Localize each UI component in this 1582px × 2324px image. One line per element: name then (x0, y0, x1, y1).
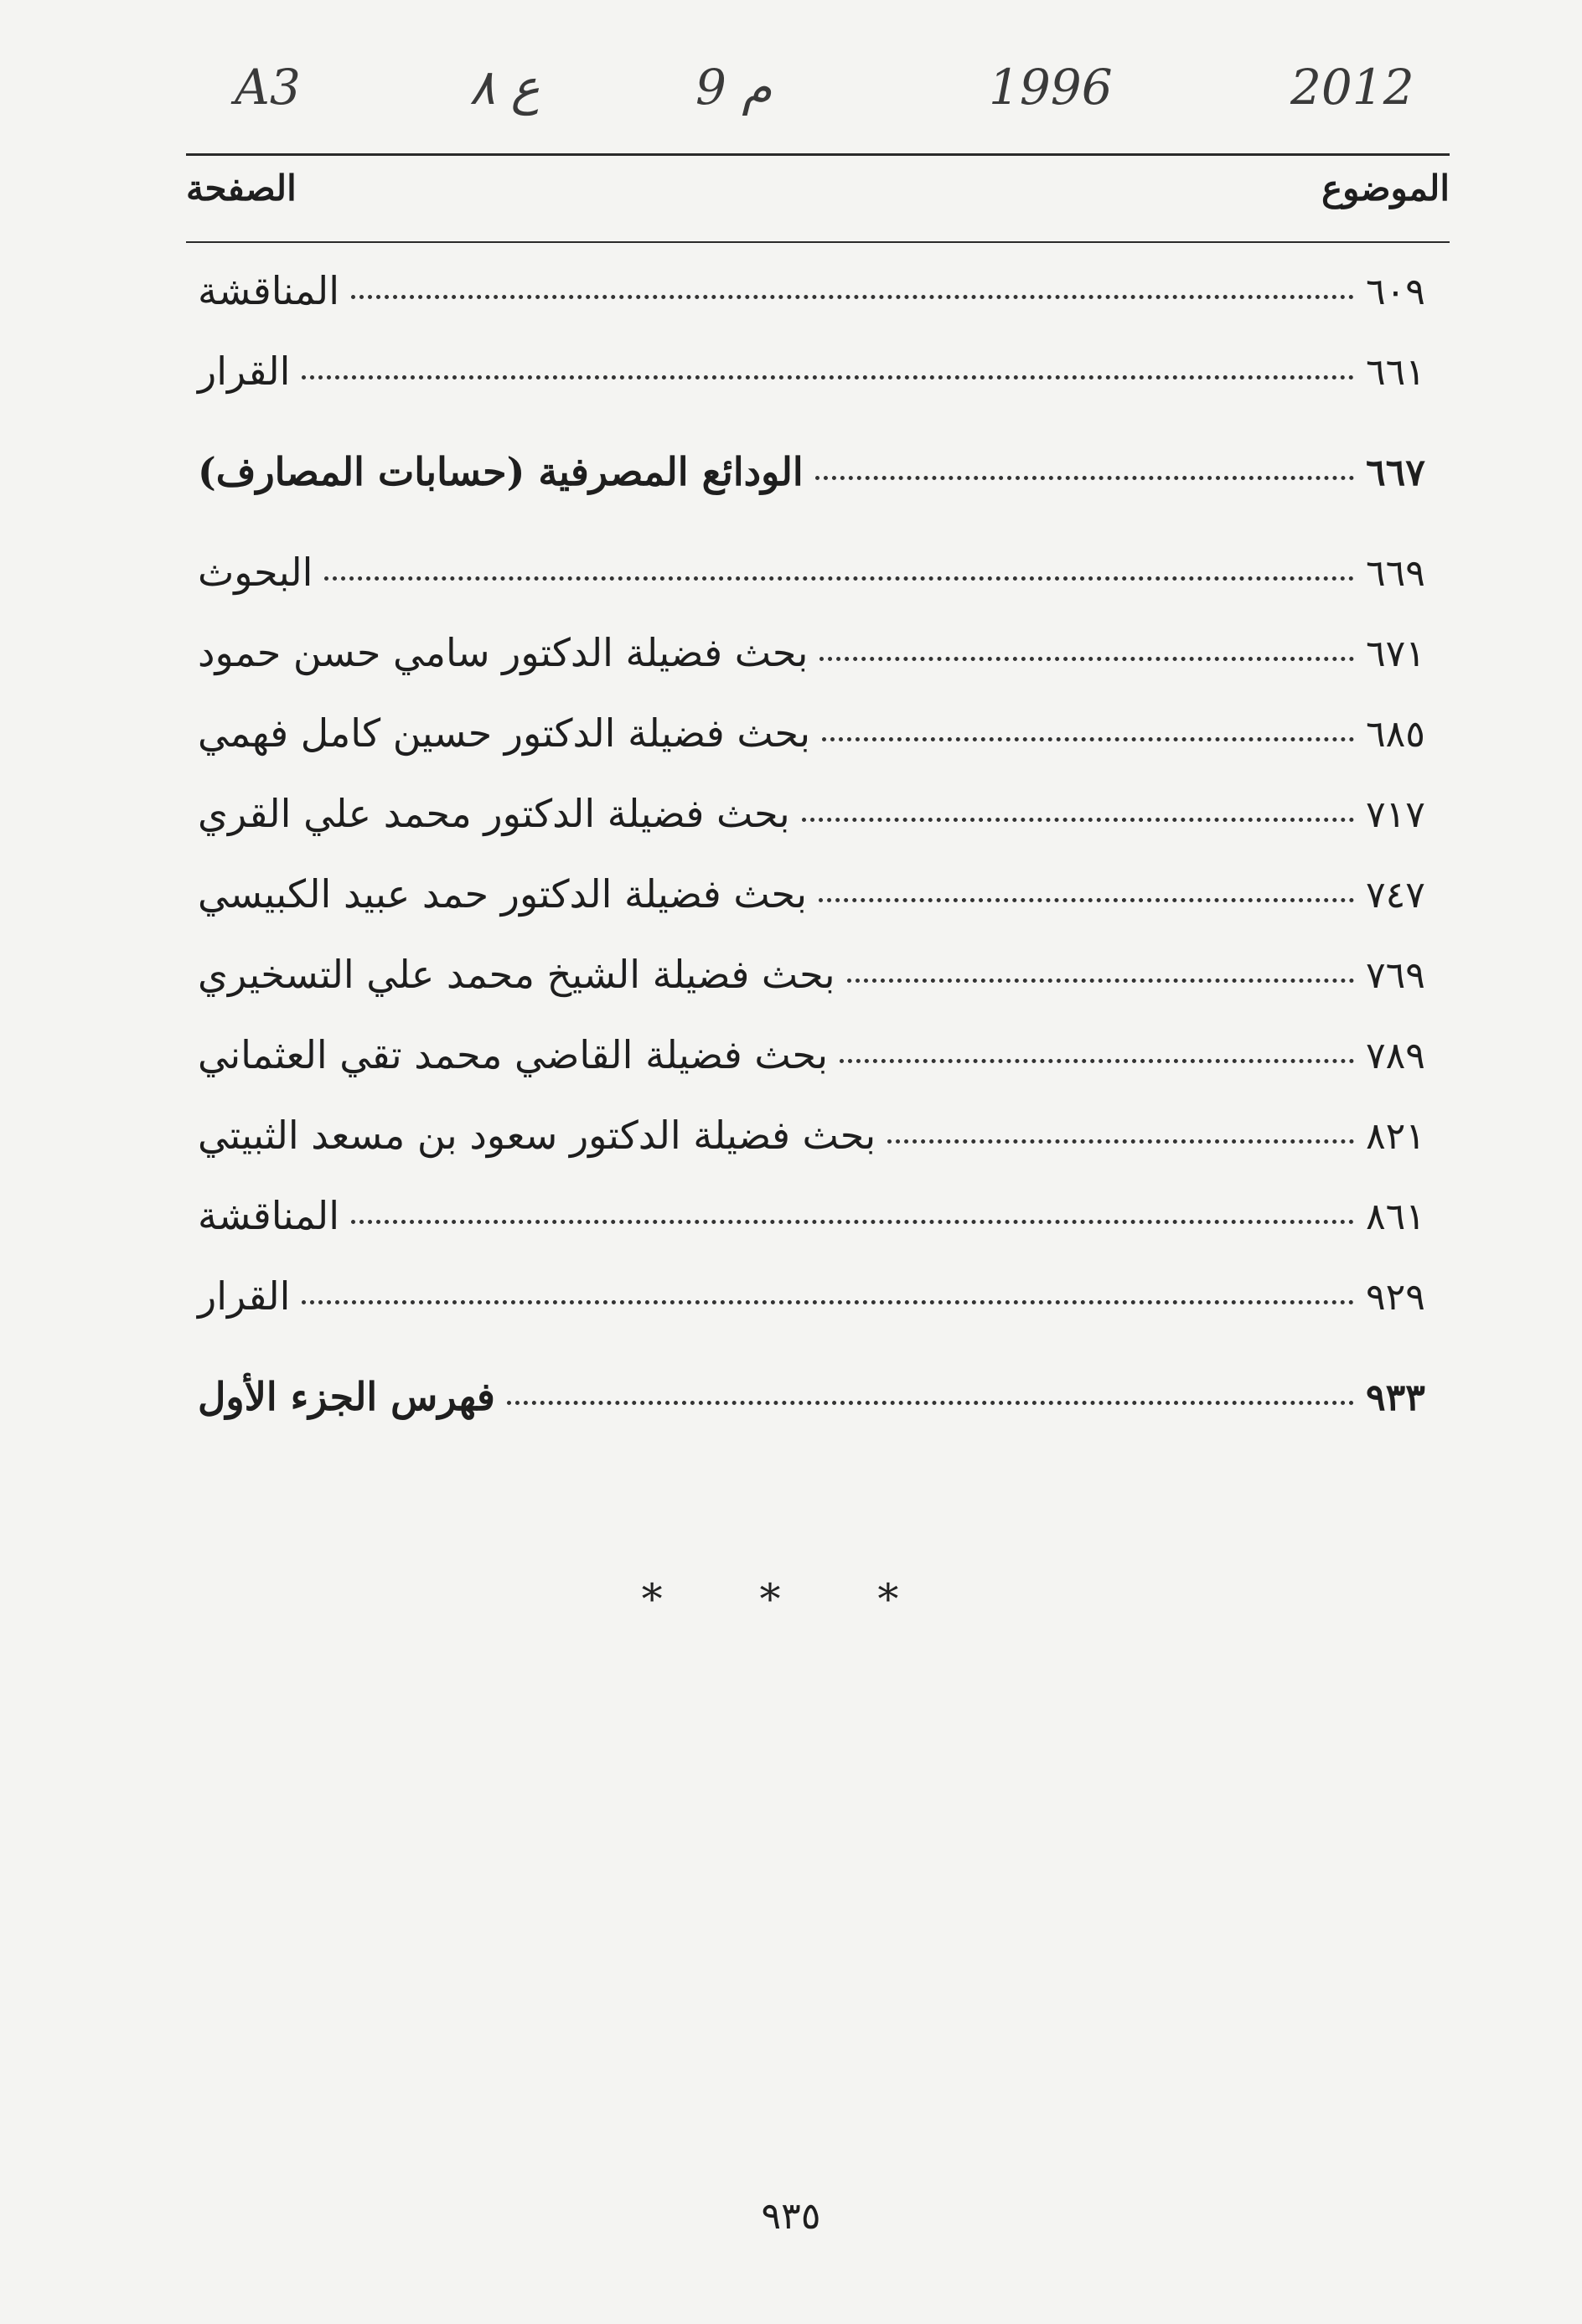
toc-entry-title: المناقشة (198, 268, 339, 313)
toc-entry-page: ٧٤٧ (1366, 874, 1425, 917)
toc-entry-title: بحث فضيلة الدكتور حمد عبيد الكبيسي (198, 871, 807, 917)
handwritten-note: م 9 (695, 59, 773, 116)
table-of-contents (186, 268, 1450, 1454)
toc-entry-page: ٨٢١ (1366, 1115, 1425, 1158)
dot-leader (302, 375, 1354, 380)
toc-entry-title: فهرس الجزء الأول (198, 1374, 495, 1419)
toc-row (186, 1374, 1450, 1454)
toc-row (186, 349, 1450, 429)
toc-entry-page: ٨٦١ (1366, 1196, 1425, 1238)
toc-entry-title: القرار (198, 1273, 291, 1319)
dot-leader (887, 1139, 1354, 1144)
toc-entry-title: المناقشة (198, 1193, 339, 1238)
toc-header (186, 168, 1450, 235)
handwritten-note: A3 (235, 59, 301, 116)
dot-leader (819, 657, 1354, 661)
toc-entry-title: القرار (198, 349, 291, 394)
handwritten-note: 1996 (989, 59, 1113, 116)
toc-entry-page: ٦٨٥ (1366, 713, 1425, 756)
toc-row (186, 1273, 1450, 1354)
dot-leader (351, 295, 1354, 299)
toc-entry-title: بحث فضيلة الشيخ محمد علي التسخيري (198, 952, 835, 997)
toc-row (186, 1113, 1450, 1193)
toc-row (186, 1193, 1450, 1273)
toc-row (186, 1032, 1450, 1113)
dot-leader (847, 979, 1354, 983)
toc-entry-title: بحث فضيلة الدكتور سعود بن مسعد الثبيتي (198, 1113, 876, 1158)
toc-row (186, 268, 1450, 349)
page-number: ٩٣٥ (761, 2195, 821, 2238)
toc-row (186, 630, 1450, 710)
dot-leader (815, 476, 1354, 480)
toc-entry-page: ٩٢٩ (1366, 1276, 1425, 1319)
toc-row (186, 449, 1450, 529)
dot-leader (802, 818, 1354, 822)
handwritten-note: 2012 (1290, 59, 1414, 116)
toc-row (186, 871, 1450, 952)
toc-entry-title: بحث فضيلة الدكتور محمد علي القري (198, 791, 790, 836)
dot-leader (324, 576, 1354, 581)
toc-entry-title: بحث فضيلة القاضي محمد تقي العثماني (198, 1032, 829, 1077)
dot-leader (507, 1401, 1354, 1405)
dot-leader (819, 898, 1354, 902)
toc-entry-page: ٧٨٩ (1366, 1035, 1425, 1077)
handwritten-notes (209, 59, 1416, 151)
toc-entry-page: ٦٧١ (1366, 633, 1425, 675)
handwritten-note: ع ٨ (469, 59, 540, 116)
dot-leader (822, 737, 1354, 741)
top-rule (186, 153, 1450, 156)
toc-entry-page: ٩٣٣ (1366, 1376, 1425, 1419)
dot-leader (302, 1300, 1354, 1304)
toc-entry-page: ٦٦٧ (1366, 452, 1425, 494)
toc-entry-title: بحث فضيلة الدكتور حسين كامل فهمي (198, 710, 811, 756)
toc-entry-page: ٧٦٩ (1366, 954, 1425, 997)
toc-entry-page: ٦٦١ (1366, 351, 1425, 394)
toc-row (186, 952, 1450, 1032)
header-rule (186, 241, 1450, 243)
subject-column-heading: الموضوع (1321, 168, 1450, 209)
dot-leader (840, 1059, 1354, 1063)
toc-row (186, 550, 1450, 630)
section-separator: * * * (641, 1575, 941, 1624)
toc-entry-title: الودائع المصرفية (حسابات المصارف) (198, 449, 804, 494)
toc-entry-title: البحوث (198, 550, 313, 595)
toc-entry-page: ٧١٧ (1366, 793, 1425, 836)
toc-entry-title: بحث فضيلة الدكتور سامي حسن حمود (198, 630, 809, 675)
toc-row (186, 791, 1450, 871)
dot-leader (351, 1220, 1354, 1224)
toc-entry-page: ٦٠٩ (1366, 271, 1425, 313)
toc-row (186, 710, 1450, 791)
page-column-heading: الصفحة (186, 168, 297, 209)
toc-entry-page: ٦٦٩ (1366, 552, 1425, 595)
